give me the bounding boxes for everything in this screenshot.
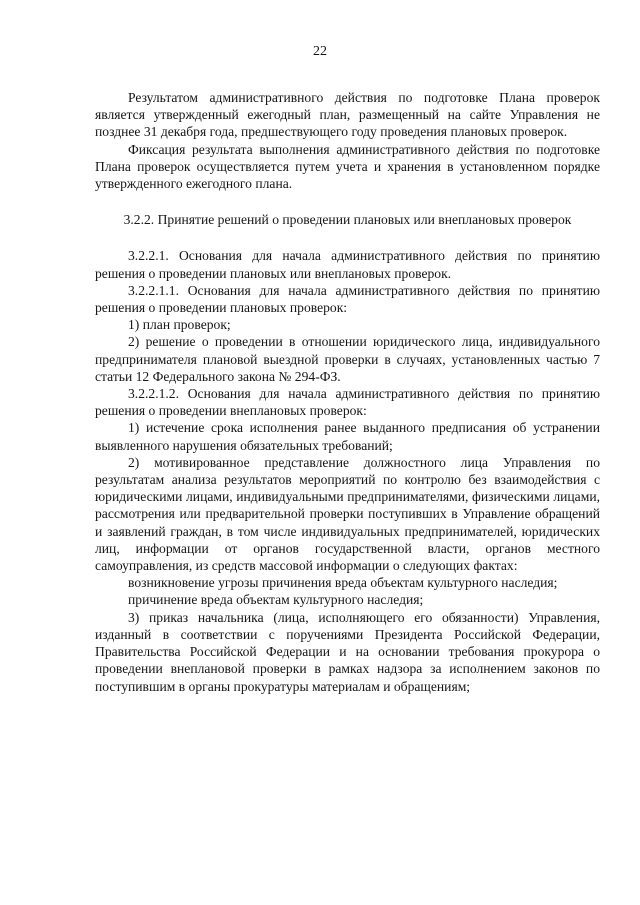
list-item-prescription-expiry: 1) истечение срока исполнения ранее выданного предписания об устранении выявленного нарушения обязательных требований; bbox=[95, 420, 600, 453]
spacer bbox=[95, 228, 600, 247]
list-item-plan-of-inspections: 1) план проверок; bbox=[128, 317, 231, 333]
paragraph-3-2-2-1-1: 3.2.2.1.1. Основания для начала административного действия по принятию решения о проведении плановых проверок: bbox=[95, 282, 600, 316]
list-item-head-order: 3) приказ начальника (лица, исполняющего его обязанности) Управления, изданный в соответствии с поручениями Президента Российской Федерации, Правительства Российской Федерации и на основании требования прокурора о проведении внеплановой проверки в рамках надзора за исполнением законов по поступившим в органы прокуратуры материалам и обращениям; bbox=[95, 609, 600, 694]
spacer bbox=[95, 192, 600, 211]
paragraph-result-of-plan: Результатом административного действия по подготовке Плана проверок является утвержденный ежегодный план, размещенный на сайте Управления не позднее 31 декабря года, предшествующего году проведения плановых проверок. bbox=[95, 90, 600, 140]
paragraph-result-recording: Фиксация результата выполнения административного действия по подготовке Плана проверок осуществляется путем учета и хранения в установленном порядке утвержденного ежегодного плана. bbox=[95, 141, 600, 192]
list-item-motivated-submission: 2) мотивированное представление должностного лица Управления по результатам анализа результатов мероприятий по контролю без взаимодействия с юридическими лицами, индивидуальными предпринимателями, физическими лицами, рассмотрения или предварительной проверки поступивших в Управление обращений и заявлений граждан, в том числе индивидуальных предпринимателей, юридических лиц, информации от органов государственной власти, органов местного самоуправления, из средств массовой информации о следующих фактах: bbox=[95, 454, 600, 574]
paragraph-3-2-2-1: 3.2.2.1. Основания для начала административного действия по принятию решения о проведении плановых или внеплановых проверок. bbox=[95, 248, 600, 281]
section-heading-3-2-2: 3.2.2. Принятие решений о проведении плановых или внеплановых проверок bbox=[123, 212, 572, 228]
paragraph-3-2-2-1-2: 3.2.2.1.2. Основания для начала административного действия по принятию решения о проведении внеплановых проверок: bbox=[95, 386, 600, 419]
document-body bbox=[95, 89, 600, 695]
list-item-scheduled-decision: 2) решение о проведении в отношении юридического лица, индивидуального предпринимателя плановой выездной проверки в случаях, установленных частью 7 статьи 12 Федерального закона № 294-ФЗ. bbox=[95, 334, 600, 384]
page-number: 22 bbox=[313, 44, 327, 59]
list-item-fact-harm: причинение вреда объектам культурного наследия; bbox=[128, 592, 424, 608]
list-item-fact-threat: возникновение угрозы причинения вреда объектам культурного наследия; bbox=[128, 575, 558, 591]
